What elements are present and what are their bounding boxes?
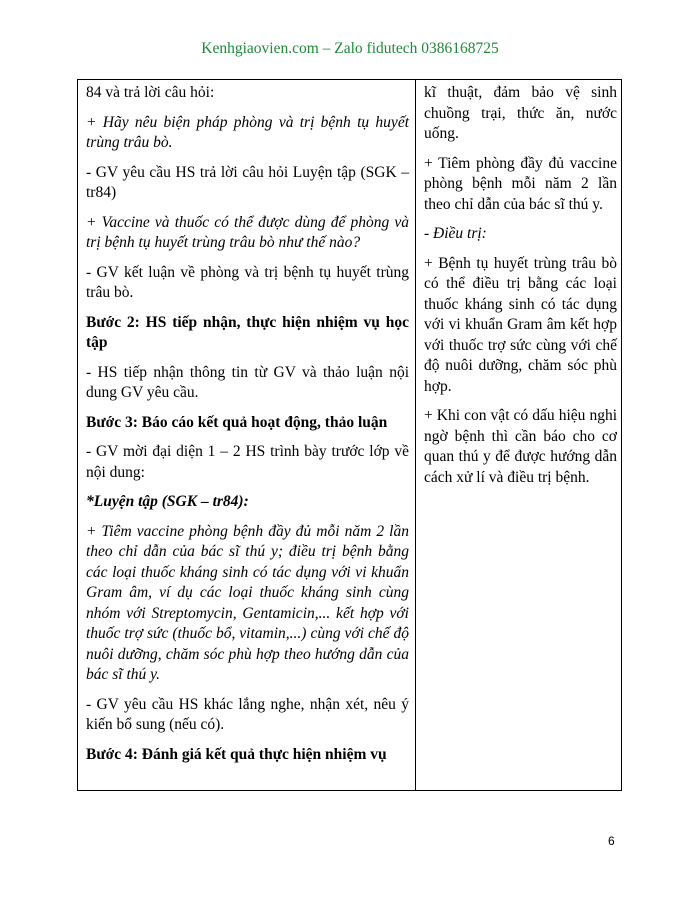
paragraph: - GV yêu cầu HS trả lời câu hỏi Luyện tập (SGK – tr84): [86, 163, 409, 201]
step-heading: Bước 4: Đánh giá kết quả thực hiện nhiệm vụ: [86, 745, 387, 763]
paragraph: - GV yêu cầu HS khác lắng nghe, nhận xét, nêu ý kiến bổ sung (nếu có).: [86, 695, 409, 733]
paragraph: - GV mời đại diện 1 – 2 HS trình bày trước lớp về nội dung:: [86, 443, 409, 481]
header-site: Kenhgiaovien.com: [201, 40, 319, 57]
page-number: 6: [608, 834, 615, 848]
section-heading: *Luyện tập (SGK – tr84):: [86, 493, 249, 510]
question-paragraph: + Hãy nêu biện pháp phòng và trị bệnh tụ huyết trùng trâu bò.: [86, 113, 409, 151]
header-contact: Zalo fidutech 0386168725: [334, 40, 499, 57]
page-header: [0, 40, 700, 58]
paragraph: + Bệnh tụ huyết trùng trâu bò có thể điều trị bằng các loại thuốc kháng sinh có tác dụng với vi khuẩn Gram âm kết hợp với thuốc trợ sức cùng với chế độ nuôi dưỡng, chăm sóc phù hợp.: [424, 254, 617, 395]
subheading: - Điều trị:: [424, 225, 487, 242]
paragraph: + Tiêm phòng đầy đủ vaccine phòng bệnh mỗi năm 2 lần theo chỉ dẫn của bác sĩ thú y.: [424, 154, 617, 213]
answer-paragraph: + Tiêm vaccine phòng bệnh đầy đủ mỗi năm 2 lần theo chỉ dẫn của bác sĩ thú y; điều trị bệnh bằng các loại thuốc kháng sinh có tác dụng với vi khuẩn Gram âm, ví dụ các loại thuốc kháng sinh cùng nhóm với Streptomycin, Gentamicin,... kết hợp với thuốc trợ sức (thuốc bổ, vitamin,...) cùng với chế độ nuôi dưỡng, chăm sóc phù hợp theo hướng dẫn của bác sĩ thú y.: [86, 522, 409, 683]
lesson-table: [77, 79, 622, 791]
paragraph: kĩ thuật, đảm bảo vệ sinh chuồng trại, thức ăn, nước uống.: [424, 84, 617, 142]
expected-result-column: [424, 80, 617, 497]
paragraph: 84 và trả lời câu hỏi:: [86, 84, 215, 101]
paragraph: - GV kết luận về phòng và trị bệnh tụ huyết trùng trâu bò.: [86, 263, 409, 301]
header-separator: –: [318, 40, 335, 57]
column-divider: [415, 80, 416, 790]
paragraph: + Khi con vật có dấu hiệu nghi ngờ bệnh thì cần báo cho cơ quan thú y để được hướng dẫn cách xử lí và điều trị bệnh.: [424, 407, 617, 486]
paragraph: - HS tiếp nhận thông tin từ GV và thảo luận nội dung GV yêu cầu.: [86, 363, 409, 401]
step-heading: Bước 2: HS tiếp nhận, thực hiện nhiệm vụ học tập: [86, 313, 409, 351]
question-paragraph: + Vaccine và thuốc có thể được dùng để phòng và trị bệnh tụ huyết trùng trâu bò như thế nào?: [86, 213, 409, 251]
teacher-activity-column: [86, 80, 409, 774]
step-heading: Bước 3: Báo cáo kết quả hoạt động, thảo luận: [86, 413, 388, 431]
